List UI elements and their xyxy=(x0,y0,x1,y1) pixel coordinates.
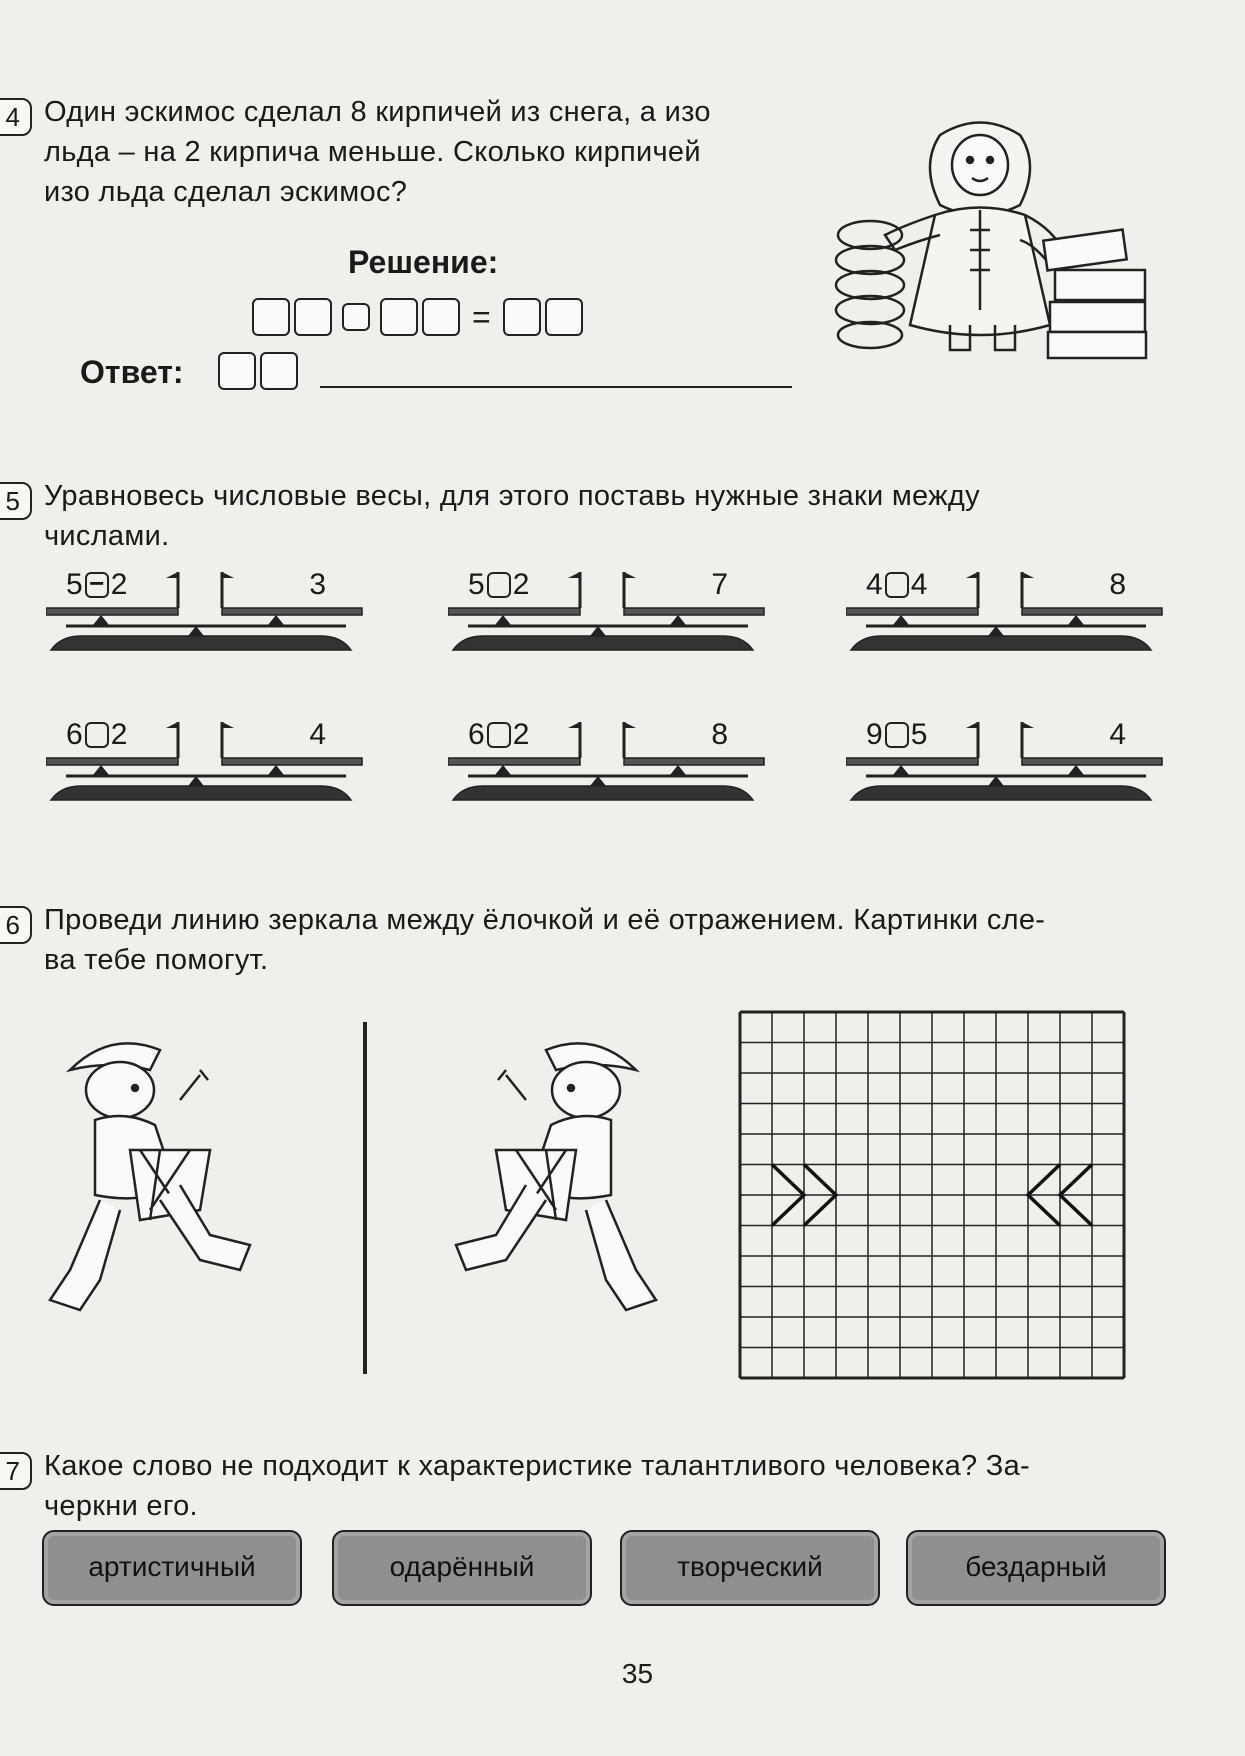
answer-digit-box[interactable] xyxy=(218,352,256,390)
task-5-line: Уравновесь числовые весы, для этого поставь нужные знаки между xyxy=(44,480,980,512)
answer-digit-box[interactable] xyxy=(503,298,541,336)
task-4-text xyxy=(44,92,711,212)
task-6-line: ва тебе помогут. xyxy=(44,944,269,976)
word-option-artistic[interactable]: артистичный xyxy=(42,1530,302,1606)
scale-left-side xyxy=(468,718,529,752)
operator-box[interactable] xyxy=(487,722,511,748)
scale-right-number: 8 xyxy=(1109,568,1126,601)
scale-left-side xyxy=(66,568,127,602)
answer-label: Ответ: xyxy=(80,354,184,390)
scale-left-number: 9 xyxy=(866,718,883,751)
scale-right-number: 3 xyxy=(309,568,326,601)
page-number: 35 xyxy=(621,1658,654,1689)
scale-right-number: 7 xyxy=(711,568,728,601)
scale-left-number: 4 xyxy=(910,568,928,601)
answer-digit-box[interactable] xyxy=(545,298,583,336)
balance-scale xyxy=(46,718,366,838)
solution-label: Решение: xyxy=(348,244,499,280)
answer-digit-box[interactable] xyxy=(294,298,332,336)
task-6-text xyxy=(44,900,1045,980)
task-5-line: числами. xyxy=(44,520,170,552)
balance-scale xyxy=(846,568,1166,688)
scale-left-side xyxy=(866,568,927,602)
task-4-line: льда – на 2 кирпича меньше. Сколько кирпичей xyxy=(44,136,701,168)
answer-digit-box[interactable] xyxy=(252,298,290,336)
scale-left-number: 5 xyxy=(66,568,83,601)
word-option-creative[interactable]: творческий xyxy=(620,1530,880,1606)
drummer-boy-reflection-illustration xyxy=(436,1030,666,1340)
scale-left-number: 2 xyxy=(512,568,530,601)
answer-digit-box[interactable] xyxy=(380,298,418,336)
answer-line[interactable] xyxy=(320,386,792,388)
scale-right-number: 8 xyxy=(711,718,728,751)
task-7-line: Какое слово не подходит к характеристике талантливого человека? За- xyxy=(44,1450,1030,1482)
scale-left-number: 2 xyxy=(512,718,530,751)
scale-left-side xyxy=(866,718,927,752)
operator-box[interactable] xyxy=(487,572,511,598)
word-option-gifted[interactable]: одарённый xyxy=(332,1530,592,1606)
answer-digit-box[interactable] xyxy=(422,298,460,336)
scale-left-number: 5 xyxy=(468,568,485,601)
scale-left-side xyxy=(468,568,529,602)
drawing-grid[interactable] xyxy=(738,1010,1126,1380)
answer-digit-box[interactable] xyxy=(260,352,298,390)
operator-box[interactable] xyxy=(885,572,909,598)
scale-left-side xyxy=(66,718,127,752)
task-number-badge: 7 xyxy=(0,1452,32,1490)
operator-box[interactable]: − xyxy=(85,572,109,598)
balance-scale xyxy=(46,568,366,688)
task-4-line: изо льда сделал эскимос? xyxy=(44,176,408,208)
balance-scale xyxy=(448,718,768,838)
task-7-line: черкни его. xyxy=(44,1490,198,1522)
scale-left-number: 6 xyxy=(66,718,83,751)
task-4-line: Один эскимос сделал 8 кирпичей из снега, а изо xyxy=(44,96,711,128)
task-number-badge: 6 xyxy=(0,906,32,944)
mirror-line xyxy=(363,1022,367,1374)
eskimo-illustration xyxy=(830,120,1160,360)
task-number-badge: 4 xyxy=(0,98,32,136)
balance-scale xyxy=(448,568,768,688)
operator-box[interactable] xyxy=(85,722,109,748)
word-option-untalented[interactable]: бездарный xyxy=(906,1530,1166,1606)
operator-box[interactable] xyxy=(342,303,370,331)
solution-boxes xyxy=(252,298,583,336)
operator-box[interactable] xyxy=(885,722,909,748)
task-number-badge: 5 xyxy=(0,482,32,520)
task-6-line: Проведи линию зеркала между ёлочкой и её отражением. Картинки сле- xyxy=(44,904,1046,936)
drummer-boy-illustration xyxy=(40,1030,270,1340)
scale-left-number: 2 xyxy=(110,718,128,751)
task-7-text xyxy=(44,1446,1030,1526)
scale-left-number: 5 xyxy=(910,718,928,751)
answer-boxes xyxy=(218,352,298,390)
task-5-text xyxy=(44,476,980,556)
scale-right-number: 4 xyxy=(1109,718,1126,751)
scale-left-number: 4 xyxy=(866,568,883,601)
equals-sign: = xyxy=(472,298,491,335)
scale-left-number: 2 xyxy=(110,568,128,601)
scale-left-number: 6 xyxy=(468,718,485,751)
balance-scale xyxy=(846,718,1166,838)
scale-right-number: 4 xyxy=(309,718,326,751)
